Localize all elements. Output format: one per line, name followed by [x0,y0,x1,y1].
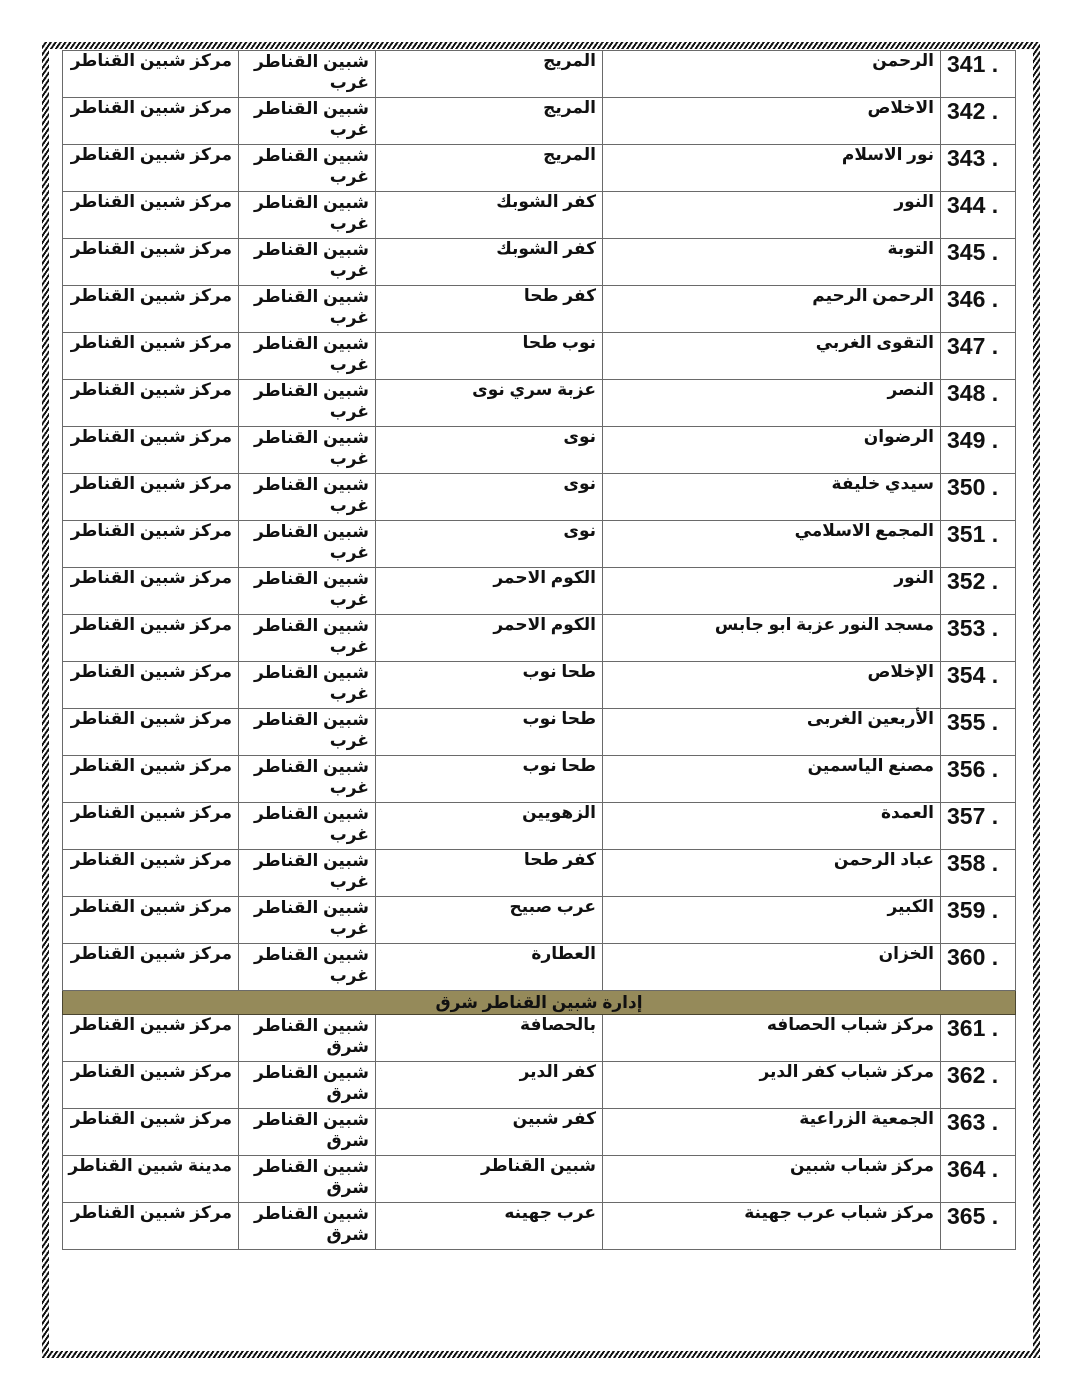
district-center: مركز شبين القناطر [63,192,239,239]
village-name: نوى [376,427,603,474]
village-name: نوى [376,474,603,521]
mosque-name: سيدي خليفة [603,474,941,521]
row-number: 357 . [941,803,1016,850]
administration-unit [239,1156,376,1203]
section-header-title: إدارة شبين القناطر شرق [63,991,1016,1015]
administration-unit [239,1062,376,1109]
administration-unit [239,850,376,897]
administration-unit [239,756,376,803]
village-name: كفر الشوبك [376,239,603,286]
row-number: 356 . [941,756,1016,803]
village-name: كفر الدير [376,1062,603,1109]
village-name: المريج [376,98,603,145]
village-name: الزهويين [376,803,603,850]
village-name: طحا نوب [376,756,603,803]
row-number: 350 . [941,474,1016,521]
district-center: مركز شبين القناطر [63,333,239,380]
unit-line-1: شبين القناطر [254,1157,369,1176]
table-row [63,615,1016,662]
district-center: مركز شبين القناطر [63,1109,239,1156]
row-number: 341 . [941,51,1016,98]
district-center: مركز شبين القناطر [63,803,239,850]
mosque-name: الخزان [603,944,941,991]
row-number: 343 . [941,145,1016,192]
administration-unit [239,615,376,662]
unit-line-1: شبين القناطر [254,287,369,306]
district-center: مدينة شبين القناطر [63,1156,239,1203]
administration-unit [239,286,376,333]
unit-line-2: شرق [326,1037,369,1056]
table-row [63,333,1016,380]
table-row [63,427,1016,474]
district-center: مركز شبين القناطر [63,756,239,803]
village-name: طحا نوب [376,709,603,756]
unit-line-1: شبين القناطر [254,381,369,400]
village-name: شبين القناطر [376,1156,603,1203]
district-center: مركز شبين القناطر [63,709,239,756]
district-center: مركز شبين القناطر [63,145,239,192]
mosque-name: مصنع الياسمين [603,756,941,803]
unit-line-2: شرق [326,1225,369,1244]
row-number: 359 . [941,897,1016,944]
row-number: 345 . [941,239,1016,286]
mosque-name: النور [603,568,941,615]
administration-unit [239,474,376,521]
table-row [63,756,1016,803]
table-row [63,568,1016,615]
administration-unit [239,333,376,380]
unit-line-1: شبين القناطر [254,569,369,588]
unit-line-1: شبين القناطر [254,475,369,494]
row-number: 355 . [941,709,1016,756]
unit-line-2: غرب [329,778,369,797]
unit-line-2: غرب [329,543,369,562]
district-center: مركز شبين القناطر [63,944,239,991]
unit-line-2: غرب [329,731,369,750]
unit-line-2: غرب [329,167,369,186]
mosques-table [62,50,1016,1250]
table-row [63,192,1016,239]
table-row [63,1156,1016,1203]
unit-line-2: شرق [326,1131,369,1150]
unit-line-1: شبين القناطر [254,99,369,118]
administration-unit [239,662,376,709]
unit-line-1: شبين القناطر [254,804,369,823]
administration-unit [239,709,376,756]
unit-line-1: شبين القناطر [254,334,369,353]
row-number: 347 . [941,333,1016,380]
mosque-name: النور [603,192,941,239]
row-number: 349 . [941,427,1016,474]
village-name: بالحصافة [376,1015,603,1062]
village-name: العطارة [376,944,603,991]
village-name: كفر شبين [376,1109,603,1156]
village-name: كفر طحا [376,286,603,333]
table-row [63,474,1016,521]
unit-line-2: غرب [329,590,369,609]
table-row [63,380,1016,427]
table-row [63,803,1016,850]
row-number: 348 . [941,380,1016,427]
district-center: مركز شبين القناطر [63,850,239,897]
unit-line-2: غرب [329,261,369,280]
mosque-name: النصر [603,380,941,427]
district-center: مركز شبين القناطر [63,239,239,286]
mosque-name: مركز شباب كفر الدير [603,1062,941,1109]
unit-line-1: شبين القناطر [254,1063,369,1082]
district-center: مركز شبين القناطر [63,662,239,709]
district-center: مركز شبين القناطر [63,1203,239,1250]
village-name: المريج [376,51,603,98]
district-center: مركز شبين القناطر [63,380,239,427]
row-number: 353 . [941,615,1016,662]
row-number: 362 . [941,1062,1016,1109]
administration-unit [239,1109,376,1156]
unit-line-1: شبين القناطر [254,710,369,729]
mosque-name: التوبة [603,239,941,286]
table-row [63,51,1016,98]
unit-line-2: غرب [329,355,369,374]
mosque-name: الأربعين الغربى [603,709,941,756]
administration-unit [239,51,376,98]
mosque-name: العمدة [603,803,941,850]
unit-line-1: شبين القناطر [254,428,369,447]
mosque-name: مركز شباب عرب جهينة [603,1203,941,1250]
table-row [63,897,1016,944]
district-center: مركز شبين القناطر [63,1062,239,1109]
unit-line-2: غرب [329,872,369,891]
unit-line-2: غرب [329,496,369,515]
unit-line-1: شبين القناطر [254,240,369,259]
district-center: مركز شبين القناطر [63,286,239,333]
row-number: 342 . [941,98,1016,145]
row-number: 358 . [941,850,1016,897]
mosque-name: المجمع الاسلامي [603,521,941,568]
mosque-name: مركز شباب شبين [603,1156,941,1203]
administration-unit [239,1203,376,1250]
row-number: 364 . [941,1156,1016,1203]
row-number: 351 . [941,521,1016,568]
administration-unit [239,897,376,944]
administration-unit [239,944,376,991]
unit-line-2: شرق [326,1178,369,1197]
table-row [63,145,1016,192]
village-name: عرب جهينه [376,1203,603,1250]
mosque-name: الرضوان [603,427,941,474]
village-name: طحا نوب [376,662,603,709]
row-number: 365 . [941,1203,1016,1250]
unit-line-2: غرب [329,637,369,656]
village-name: عرب صبيح [376,897,603,944]
table-row [63,286,1016,333]
unit-line-2: غرب [329,308,369,327]
unit-line-2: غرب [329,449,369,468]
unit-line-2: غرب [329,825,369,844]
unit-line-1: شبين القناطر [254,1110,369,1129]
village-name: الكوم الاحمر [376,568,603,615]
unit-line-2: غرب [329,120,369,139]
district-center: مركز شبين القناطر [63,98,239,145]
mosque-name: مسجد النور عزبة ابو جابس [603,615,941,662]
administration-unit [239,145,376,192]
row-number: 361 . [941,1015,1016,1062]
unit-line-1: شبين القناطر [254,522,369,541]
table-row [63,1062,1016,1109]
table-row [63,1109,1016,1156]
mosque-name: الكبير [603,897,941,944]
village-name: عزبة سري نوى [376,380,603,427]
table-body [63,51,1016,1250]
unit-line-1: شبين القناطر [254,851,369,870]
unit-line-1: شبين القناطر [254,52,369,71]
administration-unit [239,98,376,145]
unit-line-2: غرب [329,214,369,233]
unit-line-1: شبين القناطر [254,616,369,635]
district-center: مركز شبين القناطر [63,897,239,944]
unit-line-2: غرب [329,966,369,985]
unit-line-1: شبين القناطر [254,757,369,776]
district-center: مركز شبين القناطر [63,474,239,521]
unit-line-2: غرب [329,402,369,421]
table-row [63,98,1016,145]
unit-line-1: شبين القناطر [254,1016,369,1035]
administration-unit [239,521,376,568]
mosque-name: نور الاسلام [603,145,941,192]
row-number: 360 . [941,944,1016,991]
table-row [63,850,1016,897]
table-row [63,944,1016,991]
section-header-row [63,991,1016,1015]
row-number: 354 . [941,662,1016,709]
district-center: مركز شبين القناطر [63,568,239,615]
village-name: كفر طحا [376,850,603,897]
unit-line-1: شبين القناطر [254,663,369,682]
unit-line-1: شبين القناطر [254,193,369,212]
administration-unit [239,239,376,286]
village-name: كفر الشوبك [376,192,603,239]
administration-unit [239,1015,376,1062]
unit-line-1: شبين القناطر [254,1204,369,1223]
village-name: نوب طحا [376,333,603,380]
village-name: الكوم الاحمر [376,615,603,662]
unit-line-2: غرب [329,919,369,938]
administration-unit [239,803,376,850]
row-number: 346 . [941,286,1016,333]
village-name: المريج [376,145,603,192]
district-center: مركز شبين القناطر [63,51,239,98]
district-center: مركز شبين القناطر [63,427,239,474]
table-row [63,709,1016,756]
unit-line-1: شبين القناطر [254,945,369,964]
unit-line-1: شبين القناطر [254,146,369,165]
district-center: مركز شبين القناطر [63,615,239,662]
row-number: 344 . [941,192,1016,239]
unit-line-2: شرق [326,1084,369,1103]
mosque-name: الرحمن الرحيم [603,286,941,333]
administration-unit [239,192,376,239]
row-number: 363 . [941,1109,1016,1156]
row-number: 352 . [941,568,1016,615]
mosque-name: عباد الرحمن [603,850,941,897]
table-row [63,1203,1016,1250]
unit-line-2: غرب [329,684,369,703]
table-row [63,1015,1016,1062]
mosque-name: الاخلاص [603,98,941,145]
unit-line-2: غرب [329,73,369,92]
table-row [63,521,1016,568]
unit-line-1: شبين القناطر [254,898,369,917]
table-row [63,239,1016,286]
administration-unit [239,427,376,474]
mosque-name: الرحمن [603,51,941,98]
administration-unit [239,380,376,427]
administration-unit [239,568,376,615]
mosque-name: الجمعية الزراعية [603,1109,941,1156]
mosque-name: مركز شباب الحصافه [603,1015,941,1062]
mosque-name: الإخلاص [603,662,941,709]
village-name: نوى [376,521,603,568]
table-row [63,662,1016,709]
district-center: مركز شبين القناطر [63,521,239,568]
district-center: مركز شبين القناطر [63,1015,239,1062]
mosque-name: التقوى الغربي [603,333,941,380]
